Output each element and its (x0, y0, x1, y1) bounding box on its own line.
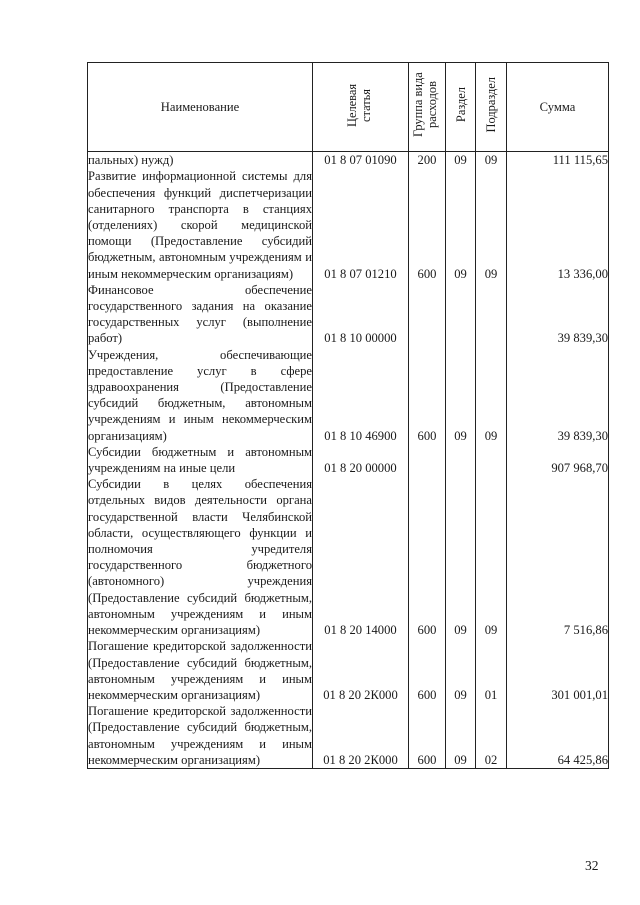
row-subsection: 02 (476, 703, 507, 768)
row-subsection: 09 (476, 152, 507, 169)
row-sum: 39 839,30 (507, 347, 609, 444)
row-section: 09 (446, 476, 476, 638)
row-section: 09 (446, 703, 476, 768)
row-sum: 111 115,65 (507, 152, 609, 169)
row-section: 09 (446, 152, 476, 169)
row-code: 01 8 20 2К000 (313, 703, 409, 768)
row-section: 09 (446, 638, 476, 703)
row-code: 01 8 10 00000 (313, 282, 409, 347)
row-group: 600 (409, 168, 446, 281)
row-group: 600 (409, 638, 446, 703)
header-subsection (476, 63, 507, 152)
row-section (446, 282, 476, 347)
row-code: 01 8 10 46900 (313, 347, 409, 444)
row-sum: 64 425,86 (507, 703, 609, 768)
row-name: Субсидии бюджетным и автономным учреждениям на иные цели (88, 444, 312, 476)
row-code: 01 8 07 01090 (313, 152, 409, 169)
budget-table (87, 62, 609, 769)
row-name: Развитие информационной системы для обеспечения функций диспетчеризации санитарного транспорта в станциях (отделениях) скорой медицинской помощи (Предоставление субсидий бюджетным, автономным учреждениям и иным некоммерческим организациям) (88, 169, 312, 281)
header-section-label: Раздел (453, 87, 468, 123)
table-row (88, 476, 609, 638)
header-section (446, 63, 476, 152)
row-section (446, 444, 476, 476)
row-subsection: 01 (476, 638, 507, 703)
row-group: 600 (409, 347, 446, 444)
row-group (409, 444, 446, 476)
row-sum: 301 001,01 (507, 638, 609, 703)
row-name: Финансовое обеспечение государственного задания на оказание государственных услуг (выполнение работ) (88, 282, 312, 346)
row-code: 01 8 20 2К000 (313, 638, 409, 703)
header-subsection-label: Подраздел (484, 77, 498, 133)
row-group: 200 (409, 152, 446, 169)
row-subsection: 09 (476, 347, 507, 444)
table-row (88, 703, 609, 768)
page-number: 32 (585, 858, 599, 873)
row-subsection (476, 282, 507, 347)
table-header-row (88, 63, 609, 152)
table-row (88, 168, 609, 281)
row-name: пальных) нужд) (88, 152, 313, 169)
table-row (88, 444, 609, 476)
table-row (88, 638, 609, 703)
table-row (88, 347, 609, 444)
header-sum: Сумма (507, 63, 609, 152)
row-subsection: 09 (476, 168, 507, 281)
row-sum: 39 839,30 (507, 282, 609, 347)
row-group (409, 282, 446, 347)
row-sum: 7 516,86 (507, 476, 609, 638)
table-row (88, 282, 609, 347)
row-sum: 13 336,00 (507, 168, 609, 281)
row-name: Погашение кредиторской задолженности (Предоставление субсидий бюджетным, автономным учреждениям и иным некоммерческим организациям) (88, 639, 312, 702)
header-group-label: Группа вида расходов (411, 72, 439, 138)
row-sum: 907 968,70 (507, 444, 609, 476)
row-section: 09 (446, 168, 476, 281)
header-target (313, 63, 409, 152)
row-name: Погашение кредиторской задолженности (Предоставление субсидий бюджетным, автономным учреждениям и иным некоммерческим организациям) (88, 704, 312, 767)
row-code: 01 8 20 14000 (313, 476, 409, 638)
row-section: 09 (446, 347, 476, 444)
row-subsection: 09 (476, 476, 507, 638)
row-code: 01 8 20 00000 (313, 444, 409, 476)
row-name: Субсидии в целях обеспечения отдельных видов деятельности органа государственной власти Челябинской области, осуществляющего функции и полномочия учредителя государственного бюджетного (автономного) учреждения (Предоставление субсидий бюджетным, автономным учреждениям и иным некоммерческим организациям) (88, 477, 312, 638)
header-target-label: Целевая статья (344, 83, 373, 127)
row-subsection (476, 444, 507, 476)
header-group (409, 63, 446, 152)
table-row (88, 152, 609, 169)
header-name: Наименование (88, 63, 313, 152)
row-group: 600 (409, 703, 446, 768)
row-group: 600 (409, 476, 446, 638)
row-name: Учреждения, обеспечивающие предоставление услуг в сфере здравоохранения (Предоставление субсидий бюджетным, автономным учреждениям и иным некоммерческим организациям) (88, 347, 312, 443)
row-code: 01 8 07 01210 (313, 168, 409, 281)
